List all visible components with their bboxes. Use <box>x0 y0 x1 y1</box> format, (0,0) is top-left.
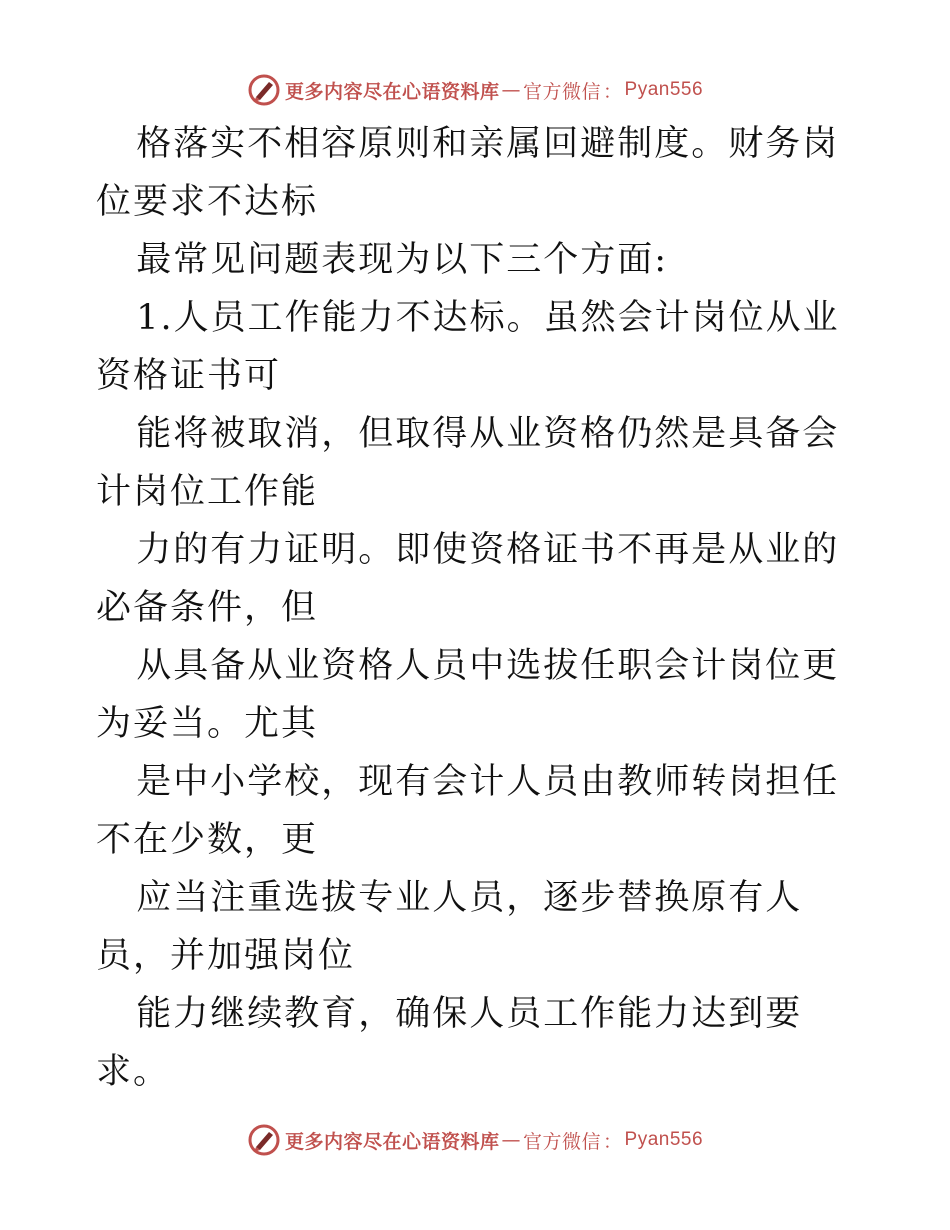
paragraph: 从具备从业资格人员中选拔任职会计岗位更为妥当。尤其 <box>96 646 840 744</box>
header-slogan: 更多内容尽在心语资料库 <box>284 80 500 103</box>
footer-wechat-handle: Pyan556 <box>624 1129 704 1150</box>
paragraph: 1.人员工作能力不达标。虽然会计岗位从业资格证书可 <box>96 298 840 396</box>
paragraph: 能力继续教育，确保人员工作能力达到要求。 <box>96 994 803 1092</box>
footer-separator: ： <box>603 1130 623 1153</box>
header-dash: — <box>501 79 521 101</box>
pen-circle-logo-icon <box>247 1123 281 1157</box>
paragraph: 力的有力证明。即使资格证书不再是从业的必备条件，但 <box>96 530 840 628</box>
footer-dash: — <box>501 1129 521 1151</box>
paragraph: 能将被取消，但取得从业资格仍然是具备会计岗位工作能 <box>96 414 840 512</box>
paragraph: 应当注重选拔专业人员，逐步替换原有人员，并加强岗位 <box>96 878 803 976</box>
paragraph: 最常见问题表现为以下三个方面: <box>136 240 669 280</box>
paragraph: 是中小学校，现有会计人员由教师转岗担任不在少数，更 <box>96 762 840 860</box>
paragraph: 格落实不相容原则和亲属回避制度。财务岗位要求不达标 <box>96 124 840 222</box>
footer-slogan: 更多内容尽在心语资料库 <box>284 1130 500 1153</box>
pen-circle-logo-icon <box>247 73 281 107</box>
footer-banner <box>0 1120 950 1160</box>
document-body <box>96 115 856 1101</box>
header-separator: ： <box>603 80 623 103</box>
header-wechat-handle: Pyan556 <box>624 79 704 100</box>
footer-wechat-label: 官方微信 <box>522 1130 601 1153</box>
header-wechat-label: 官方微信 <box>522 80 601 103</box>
header-banner <box>0 70 950 110</box>
